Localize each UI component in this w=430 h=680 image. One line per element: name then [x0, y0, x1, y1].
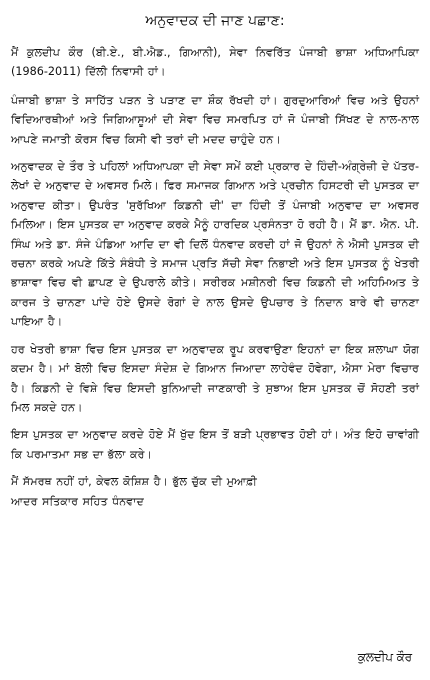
paragraph-closing: ਇਸ ਪੁਸਤਕ ਦਾ ਅਨੁਵਾਦ ਕਰਦੇ ਹੋਏ ਮੈਂ ਖੁੱਦ ਇਸ ਤੋਂ ਬੜੀ ਪ੍ਰਭਾਵਤ ਹੋਈ ਹਾਂ। ਅੰਤ ਇਹੋ ਚਾਵਾਂਗੀ ਕਿ ਪਰਮਾਤਮਾ ਸਭ ਦਾ ਭੱਲਾ ਕਰੇ। — [11, 428, 419, 461]
paragraph-thanks: ਆਦਰ ਸਤਿਕਾਰ ਸਹਿਤ ਧੰਨਵਾਦ — [11, 494, 144, 508]
paragraph-apology: ਮੈਂ ਸੱਮਰਥ ਨਹੀਂ ਹਾਂ, ਕੇਵਲ ਕੋਸ਼ਿਸ਼ ਹੈ। ਭੁੱਲ ਚੁੱਕ ਦੀ ਮੁਆਫ਼ੀ — [11, 475, 257, 489]
paragraph-translation-experience: ਅਨੁਵਾਦਕ ਦੇ ਤੌਰ ਤੇ ਪਹਿਲਾਂ ਅਧਿਆਪਕਾ ਦੀ ਸੇਵਾ ਸਮੇਂ ਕਈ ਪ੍ਰਕਾਰ ਦੇ ਹਿੰਦੀ-ਅੰਗ੍ਰੇਜ਼ੀ ਦੇ ਪੱਤਰ-ਲੇਖਾਂ ਦੇ ਅਨੁਵਾਦ ਦੇ ਅਵਸਰ ਮਿਲੇ। ਫਿਰ ਸਮਾਜਕ ਗਿਆਨ ਅਤੇ ਪ੍ਰਚੀਨ ਹਿਸਟਰੀ ਦੀ ਪੁਸਤਕ ਦਾ ਅਨੁਵਾਦ ਕੀਤਾ। ਉਪਰੰਤ 'ਸੁਰੱਖਿਆ ਕਿਡਨੀ ਦੀ' ਦਾ ਹਿੰਦੀ ਤੋਂ ਪੰਜਾਬੀ ਅਨੁਵਾਦ ਦਾ ਅਵਸਰ ਮਿਲਿਆ। ਇਸ ਪੁਸਤਕ ਦਾ ਅਨੁਵਾਦ ਕਰਕੇ ਮੈਨੂੰ ਹਾਰਦਿਕ ਪ੍ਰਸੰਨਤਾ ਹੋ ਰਹੀ ਹੈ। ਮੈਂ ਡਾ. ਐਨ. ਪੀ. ਸਿੰਘ ਅਤੇ ਡਾ. ਸੰਜੇ ਪੰਡਿਆ ਆਦਿ ਦਾ ਵੀ ਦਿਲੋਂ ਧੰਨਵਾਦ ਕਰਦੀ ਹਾਂ ਜੋ ਉਹਨਾਂ ਨੇ ਐਸੀ ਪੁਸਤਕ ਦੀ ਰਚਨਾ ਕਰਕੇ ਅਪਣੇ ਕਿੱਤੇ ਸੰਬੰਧੀ ਤੇ ਸਮਾਜ ਪ੍ਰਤਿ ਸੱਚੀ ਸੇਵਾ ਨਿਭਾਈ ਅਤੇ ਇਸ ਪੁਸਤਕ ਨੂੰ ਖੇਤਰੀ ਭਾਸ਼ਾਵਾ ਵਿਚ ਵੀ ਛਾਪਣ ਦੇ ਉਪਰਾਲੇ ਕੀਤੇ। ਸਰੀਰਕ ਮਸ਼ੀਨਰੀ ਵਿਚ ਕਿਡਨੀ ਦੀ ਅਹਿਮਿਅਤ ਤੇ ਕਾਰਜ ਤੇ ਚਾਨਣਾ ਪਾਂਦੇ ਹੋਏ ਉਸਦੇ ਰੋਗਾਂ ਦੇ ਨਾਲ ਉਸਦੇ ਉਪਚਾਰ ਤੇ ਨਿਦਾਨ ਬਾਰੇ ਵੀ ਚਾਨਣਾ ਪਾਇਆ ਹੈ। — [11, 160, 419, 329]
paragraph-gap — [11, 149, 419, 157]
paragraph-gap — [11, 464, 419, 472]
page-title: ਅਨੁਵਾਦਕ ਦੀ ਜਾਣ ਪਛਾਣ: — [145, 13, 285, 29]
paragraph-regional-language: ਹਰ ਖੇਤਰੀ ਭਾਸ਼ਾ ਵਿਚ ਇਸ ਪੁਸਤਕ ਦਾ ਅਨੁਵਾਦਕ ਰੂਪ ਕਰਵਾਉਣਾ ਇਹਨਾਂ ਦਾ ਇਕ ਸ਼ਲਾਘਾ ਯੋਗ ਕਦਮ ਹੈ। ਮਾਂ ਬੋਲੀ ਵਿਚ ਇਸਦਾ ਸੰਦੇਸ਼ ਦੇ ਗਿਆਨ ਜਿਆਦਾ ਲਾਹੇਵੰਦ ਹੋਵੇਗਾ, ਐਸਾ ਮੇਰਾ ਵਿਚਾਰ ਹੈ। ਕਿਡਨੀ ਦੇ ਵਿਸ਼ੇ ਵਿਚ ਇਸਦੀ ਬੁਨਿਆਦੀ ਜਾਣਕਾਰੀ ਤੇ ਸੁਝਾਅ ਇਸ ਪੁਸਤਕ ਚੋਂ ਸੋਹਣੀ ਤਰਾਂ ਮਿਲ ਸਕਦੇ ਹਨ। — [11, 342, 419, 414]
paragraph-gap — [11, 417, 419, 425]
paragraph-gap — [11, 82, 419, 91]
paragraph-gap — [11, 332, 419, 340]
signature: ਕੁਲਦੀਪ ਕੌਰ — [357, 650, 412, 664]
paragraph-intro: ਮੈਂ ਕੁਲਦੀਪ ਕੌਰ (ਬੀ.ਏ., ਬੀ.ਐਡ., ਗਿਆਨੀ), ਸੇਵਾ ਨਿਵਰਿੱਤ ਪੰਜਾਬੀ ਭਾਸ਼ਾ ਅਧਿਆਪਿਕਾ (1986-2011) ਦਿੱਲੀ ਨਿਵਾਸੀ ਹਾਂ। — [11, 46, 419, 79]
paragraph-interests: ਪੰਜਾਬੀ ਭਾਸ਼ਾ ਤੇ ਸਾਹਿੱਤ ਪੜਨ ਤੇ ਪੜਾਣ ਦਾ ਸ਼ੌਕ ਰੱਖਦੀ ਹਾਂ। ਗੁਰਦੁਆਰਿਆਂ ਵਿਚ ਅਤੇ ਉਹਨਾਂ ਵਿਦਿਆਰਥੀਆਂ ਅਤੇ ਜਿਗਿਆਸੂਆਂ ਦੀ ਸੇਵਾ ਵਿਚ ਸਮਰਪਿਤ ਹਾਂ ਜੋ ਪੰਜਾਬੀ ਸਿੱਖਣ ਦੇ ਨਾਲ-ਨਾਲ ਆਪਣੇ ਜਮਾਤੀ ਕੋਰਸ ਵਿਚ ਕਿਸੀ ਵੀ ਤਰਾਂ ਦੀ ਮਦਦ ਚਾਹੁੰਦੇ ਹਨ। — [11, 93, 419, 146]
